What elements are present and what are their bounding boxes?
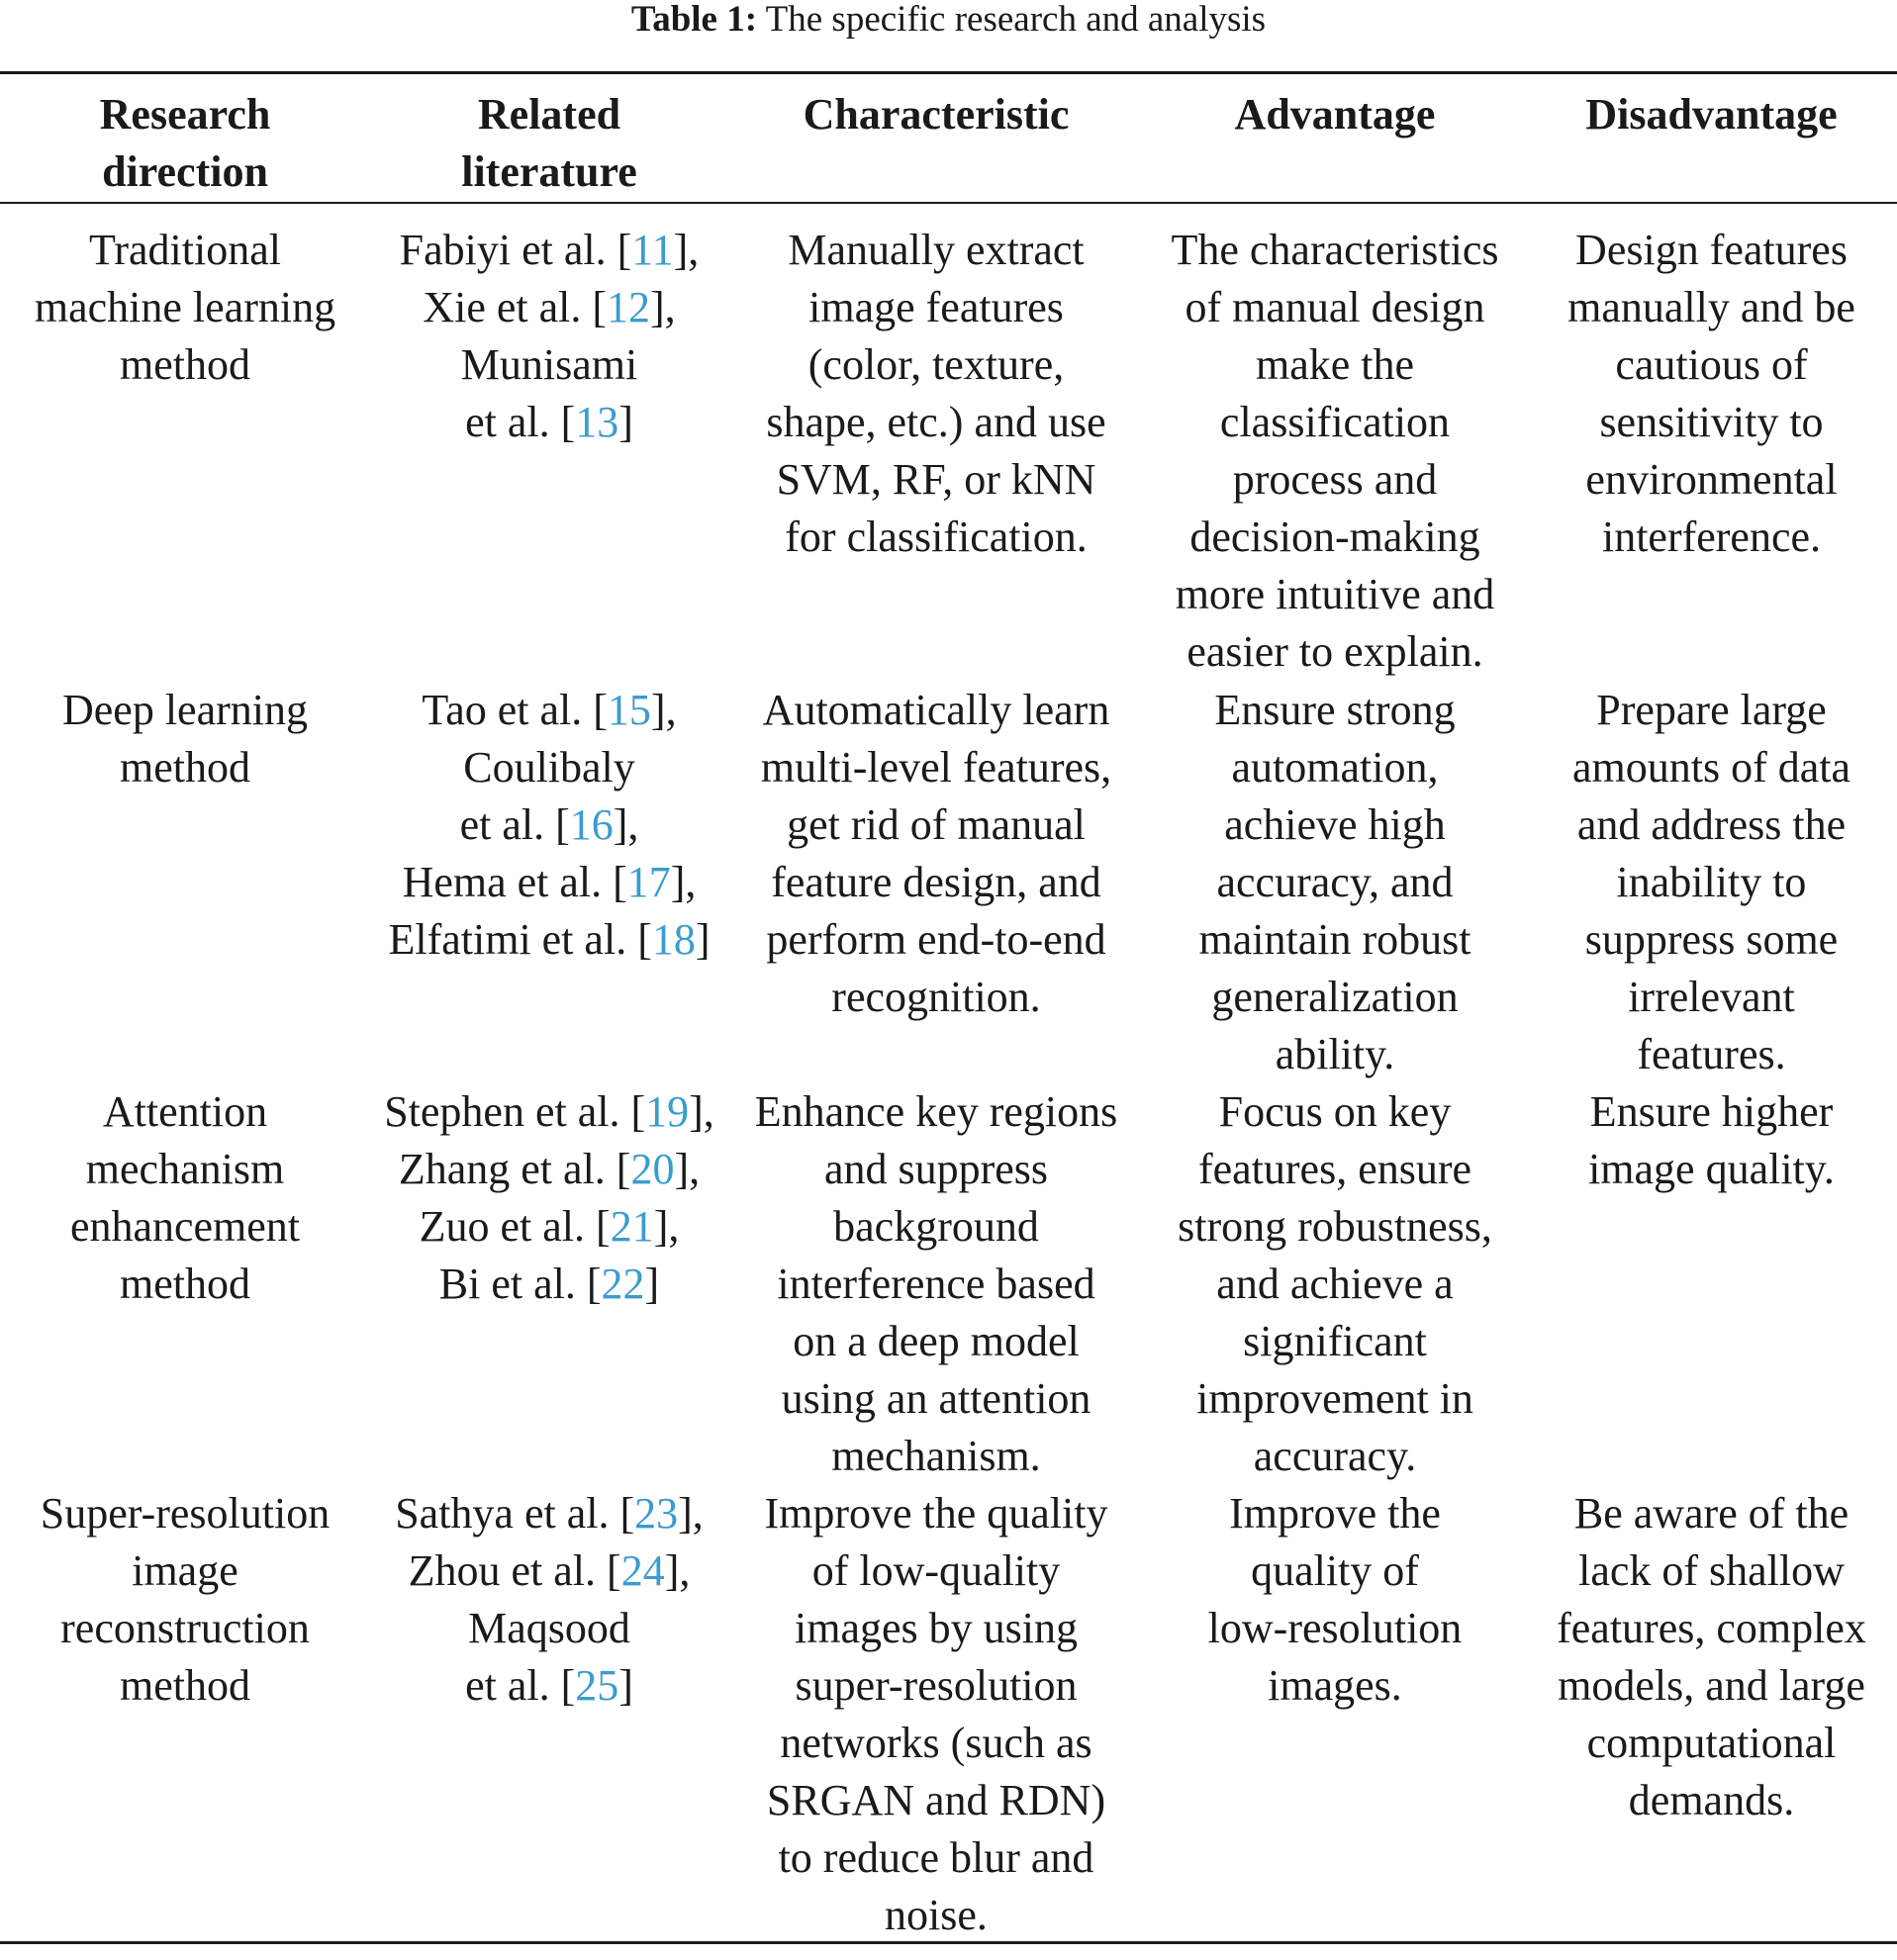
cell-line: maintain robust [1198,915,1471,964]
cell-characteristic [728,1083,1144,1485]
cell-line: mechanism. [831,1432,1041,1480]
citation-bracket: ], [664,1546,691,1595]
cell-line: inability to [1616,858,1807,906]
cell-literature [370,682,728,1083]
cell-line: quality of [1251,1546,1419,1595]
cell-line: decision-making [1189,513,1480,561]
author-text: Elfatimi et al. [ [388,915,652,964]
cell-advantage [1144,682,1526,1083]
cell-line: Focus on key [1218,1087,1452,1136]
cell-advantage [1144,1083,1526,1485]
cell-line [376,1198,722,1256]
cell-line: environmental [1585,455,1838,504]
cell-line: improvement in [1196,1374,1473,1423]
cell-line: demands. [1628,1776,1795,1824]
cell-disadvantage [1526,1083,1897,1485]
cell-line: Be aware of the [1573,1489,1850,1538]
cell-characteristic [728,214,1144,682]
cell-line: suppress some [1584,915,1839,964]
cell-line: irrelevant [1628,973,1795,1021]
cell-advantage [1144,1485,1526,1960]
citation-link[interactable]: 20 [630,1145,675,1193]
cell-line: method [120,340,250,389]
cell-line: The characteristics [1171,226,1499,274]
cell-line: of low-quality [811,1546,1061,1595]
citation-link[interactable]: 18 [651,915,696,964]
cell-line: and address the [1576,800,1847,849]
author-text: Zhang et al. [ [398,1145,631,1193]
cell-advantage [1144,214,1526,682]
table-header-row [0,74,1897,214]
cell-line: image [132,1546,238,1595]
cell-line: accuracy, and [1216,858,1454,906]
cell-line: mechanism [85,1145,285,1193]
cell-line: Attention [102,1087,268,1136]
cell-line: using an attention [781,1374,1091,1423]
cell-literature [370,214,728,682]
cell-line: easier to explain. [1186,627,1483,676]
cell-line: get rid of manual [787,800,1086,849]
cell-line: achieve high [1224,800,1446,849]
cell-line: computational [1586,1719,1837,1767]
citation-link[interactable]: 11 [631,226,674,274]
cell-line: for classification. [785,513,1088,561]
cell-line: generalization [1211,973,1459,1021]
cell-line: Prepare large [1596,686,1827,734]
cell-direction [0,1485,370,1960]
citation-bracket: ], [650,283,676,331]
citation-link[interactable]: 19 [645,1087,690,1136]
citation-bracket: ], [670,858,697,906]
citation-link[interactable]: 15 [607,686,651,734]
citation-bracket: ], [673,226,700,274]
author-text: Munisami [460,340,638,389]
cell-line: images by using [795,1604,1078,1652]
cell-line [376,1141,722,1198]
author-text: Fabiyi et al. [ [399,226,632,274]
cell-line: feature design, and [771,858,1101,906]
cell-line: Deep learning [62,686,308,734]
cell-line: cautious of [1615,340,1808,389]
header-line: literature [461,147,637,196]
citation-bracket: ], [689,1087,714,1136]
cell-direction [0,1083,370,1485]
cell-line: models, and large [1558,1661,1865,1710]
cell-literature [370,1485,728,1960]
author-text: Tao et al. [ [422,686,608,734]
citation-link[interactable]: 21 [610,1202,654,1251]
cell-line [376,739,722,796]
table-caption [0,0,1897,40]
cell-line: automation, [1231,743,1439,792]
author-text: Xie et al. [ [423,283,608,331]
cell-line: Improve the [1229,1489,1441,1538]
header-line: Characteristic [803,90,1070,139]
table-row [0,682,1897,1083]
author-text: Maqsood [468,1604,630,1652]
cell-line [376,394,722,451]
cell-line: SRGAN and RDN) [766,1776,1106,1824]
research-table [0,74,1897,1960]
citation-bracket: ], [613,800,639,849]
citation-link[interactable]: 23 [634,1489,679,1538]
cell-line: (color, texture, [807,340,1065,389]
header-research-direction [0,74,370,214]
table-caption-text: The specific research and analysis [757,0,1267,40]
cell-line [376,222,722,279]
citation-bracket: ], [674,1145,701,1193]
header-line: Disadvantage [1585,90,1838,139]
cell-line [376,682,722,739]
author-text: Hema et al. [ [402,858,627,906]
header-line: Related [477,90,621,139]
citation-link[interactable]: 13 [575,398,619,446]
cell-line: method [120,1260,250,1308]
cell-line: features, complex [1557,1604,1866,1652]
cell-line [376,1600,722,1657]
author-text: Bi et al. [ [438,1260,602,1308]
cell-line: method [120,1661,250,1710]
cell-line: and achieve a [1216,1260,1454,1308]
author-text: et al. [ [465,398,576,446]
cell-line: low-resolution [1207,1604,1463,1652]
cell-line: strong robustness, [1178,1202,1492,1251]
cell-line: Manually extract [788,226,1085,274]
cell-line [376,1542,722,1600]
header-line: Advantage [1234,90,1436,139]
cell-line: make the [1255,340,1415,389]
citation-link[interactable]: 22 [601,1260,645,1308]
header-characteristic [728,74,1144,214]
cell-line: manually and be [1567,283,1855,331]
cell-line: interference based [777,1260,1095,1308]
cell-line: to reduce blur and [778,1833,1094,1882]
author-text: Sathya et al. [ [395,1489,635,1538]
cell-line [376,1657,722,1715]
header-line: direction [102,147,268,196]
author-text: et al. [ [459,800,570,849]
cell-line: Improve the quality [764,1489,1108,1538]
cell-line: Automatically learn [762,686,1110,734]
author-text: Zuo et al. [ [419,1202,611,1251]
cell-line: SVM, RF, or kNN [776,455,1096,504]
cell-line [376,279,722,336]
cell-line: Ensure strong [1214,686,1456,734]
cell-line: images. [1268,1661,1402,1710]
cell-line: method [120,743,250,792]
cell-line: amounts of data [1571,743,1851,792]
cell-line: more intuitive and [1175,570,1495,618]
cell-line: Enhance key regions [754,1087,1118,1136]
author-text: Stephen et al. [ [384,1087,646,1136]
cell-line: of manual design [1185,283,1485,331]
cell-line: background [833,1202,1039,1251]
cell-line: process and [1232,455,1438,504]
cell-line [376,1485,722,1542]
cell-line: on a deep model [793,1317,1080,1365]
header-disadvantage [1526,74,1897,214]
citation-link[interactable]: 16 [569,800,614,849]
cell-line: multi-level features, [760,743,1112,792]
header-line: Research [99,90,271,139]
cell-line: image features [808,283,1064,331]
cell-line [376,1083,722,1141]
cell-line: super-resolution [795,1661,1078,1710]
author-text: Zhou et al. [ [408,1546,621,1595]
table-row [0,1083,1897,1485]
cell-line: features. [1637,1030,1786,1078]
cell-line: ability. [1275,1030,1395,1078]
cell-line: interference. [1601,513,1822,561]
citation-link[interactable]: 24 [620,1546,665,1595]
table-body [0,214,1897,1960]
citation-bracket: ] [695,915,711,964]
cell-disadvantage [1526,214,1897,682]
citation-bracket: ] [618,1661,633,1710]
table-row [0,214,1897,682]
author-text: Coulibaly [463,743,635,792]
cell-line: lack of shallow [1578,1546,1845,1595]
cell-line: Design features [1575,226,1848,274]
cell-line: classification [1219,398,1451,446]
citation-link[interactable]: 12 [607,283,651,331]
cell-line: significant [1243,1317,1427,1365]
citation-bracket: ], [653,1202,680,1251]
header-advantage [1144,74,1526,214]
cell-disadvantage [1526,1485,1897,1960]
cell-line: features, ensure [1197,1145,1472,1193]
cell-direction [0,682,370,1083]
cell-line: noise. [885,1891,988,1939]
cell-line: perform end-to-end [766,915,1106,964]
cell-literature [370,1083,728,1485]
cell-line: reconstruction [60,1604,310,1652]
cell-line [376,854,722,911]
cell-line [376,336,722,394]
cell-line: Ensure higher [1589,1087,1834,1136]
cell-line: image quality. [1588,1145,1835,1193]
cell-line: shape, etc.) and use [766,398,1106,446]
cell-disadvantage [1526,682,1897,1083]
citation-link[interactable]: 17 [626,858,671,906]
cell-line: Super-resolution [40,1489,331,1538]
cell-line [376,796,722,854]
citation-bracket: ] [644,1260,660,1308]
cell-line: networks (such as [780,1719,1092,1767]
citation-bracket: ] [618,398,633,446]
cell-direction [0,214,370,682]
citation-bracket: ], [650,686,677,734]
table-caption-label: Table 1: [630,0,758,40]
cell-line: enhancement [69,1202,301,1251]
header-related-literature [370,74,728,214]
author-text: et al. [ [465,1661,576,1710]
cell-characteristic [728,1485,1144,1960]
cell-line: recognition. [831,973,1041,1021]
table-row [0,1485,1897,1960]
table-header [0,74,1897,214]
cell-line: Traditional [89,226,281,274]
cell-line: and suppress [823,1145,1049,1193]
cell-line [376,911,722,969]
cell-line: accuracy. [1253,1432,1417,1480]
cell-line [376,1256,722,1313]
cell-characteristic [728,682,1144,1083]
citation-link[interactable]: 25 [575,1661,619,1710]
citation-bracket: ], [678,1489,704,1538]
cell-line: sensitivity to [1599,398,1824,446]
cell-line: machine learning [34,283,336,331]
